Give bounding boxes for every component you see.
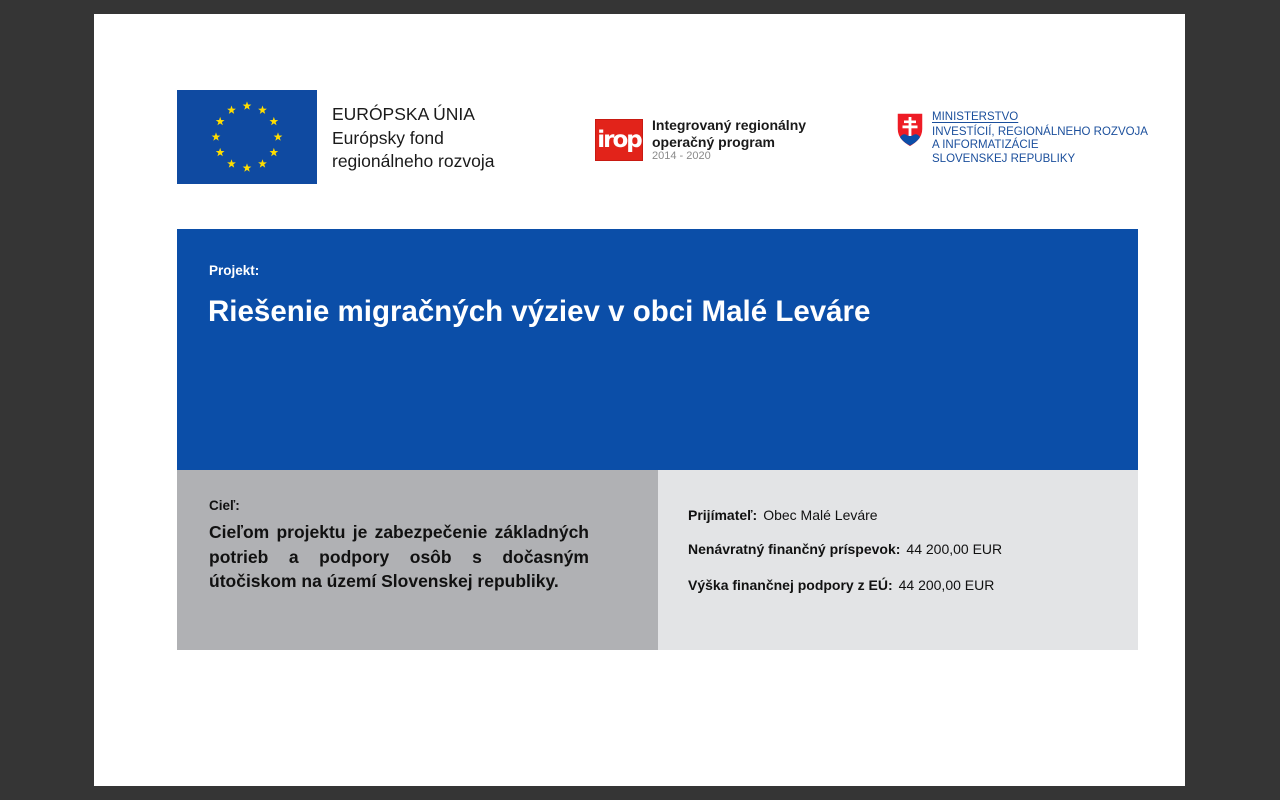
funding-info-panel xyxy=(658,470,1138,650)
eu-star xyxy=(216,148,225,156)
eu-support-row xyxy=(688,577,994,593)
project-panel xyxy=(177,229,1138,470)
recipient-label: Prijímateľ: xyxy=(688,507,758,523)
eu-line-2: Európsky fond xyxy=(332,127,444,148)
goal-label: Cieľ: xyxy=(209,498,240,513)
grant-value: 44 200,00 EUR xyxy=(906,541,1003,557)
goal-panel xyxy=(177,470,658,650)
ministry-caption xyxy=(932,111,1148,166)
goal-text: Cieľom projektu je zabezpečenie základných potrieb a podpory osôb s dočasným útočiskom na území Slovenskej republiky. xyxy=(209,522,589,591)
eu-star xyxy=(243,163,252,171)
ministry-line-1: INVESTÍCIÍ, REGIONÁLNEHO ROZVOJA xyxy=(932,125,1148,138)
eu-support-label: Výška finančnej podpory z EÚ: xyxy=(688,577,893,593)
eu-star xyxy=(212,132,221,140)
recipient-value: Obec Malé Leváre xyxy=(763,507,878,523)
billboard-page xyxy=(94,14,1185,786)
eu-star xyxy=(216,117,225,125)
grant-label: Nenávratný finančný príspevok: xyxy=(688,541,901,557)
ministry-line-3: SLOVENSKEJ REPUBLIKY xyxy=(932,152,1076,165)
eu-star xyxy=(269,148,278,156)
eu-support-value: 44 200,00 EUR xyxy=(898,577,995,593)
eu-star xyxy=(227,159,236,167)
eu-line-3: regionálneho rozvoja xyxy=(332,151,495,171)
eu-star xyxy=(243,101,252,109)
ministry-title: MINISTERSTVO xyxy=(932,111,1019,123)
recipient-row xyxy=(688,507,878,523)
irop-line-1: Integrovaný regionálny xyxy=(652,117,807,133)
eu-line-1: EURÓPSKA ÚNIA xyxy=(332,104,475,124)
eu-fund-caption xyxy=(332,103,494,174)
slovak-coat-of-arms-icon xyxy=(896,112,924,148)
eu-star xyxy=(274,132,283,140)
eu-star xyxy=(258,159,267,167)
ministry-line-2: A INFORMATIZÁCIE xyxy=(932,139,1039,151)
eu-star xyxy=(227,106,236,114)
eu-flag-icon xyxy=(177,90,317,184)
eu-star xyxy=(258,106,267,114)
irop-years: 2014 - 2020 xyxy=(652,150,711,162)
eu-star xyxy=(269,117,278,125)
grant-row xyxy=(688,541,1002,557)
project-label: Projekt: xyxy=(209,263,260,278)
irop-logo-icon: irop xyxy=(595,119,643,161)
irop-caption xyxy=(652,117,806,163)
irop-line-2: operačný program xyxy=(652,133,775,150)
project-title: Riešenie migračných výziev v obci Malé Leváre xyxy=(208,295,871,328)
